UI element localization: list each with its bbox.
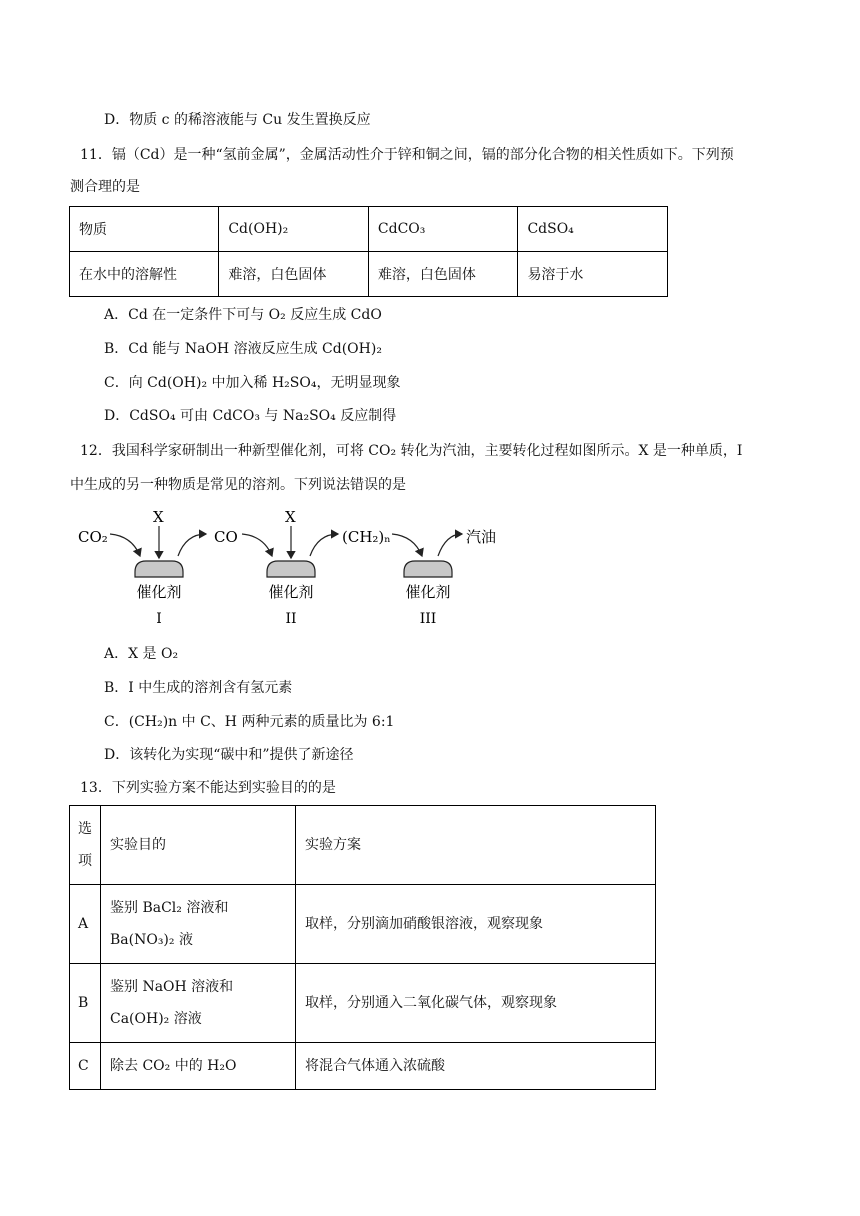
table-cell: 易溶于水: [518, 252, 668, 297]
table-cell: 物质: [70, 207, 219, 252]
q11-table: [69, 206, 668, 297]
q12-reaction-diagram: [74, 504, 514, 628]
q13-table: [69, 805, 656, 1090]
arrow-ch2n-in: [392, 534, 422, 556]
q13-stem: 13．下列实验方案不能达到实验目的的是: [80, 780, 336, 796]
species-co: CO: [214, 528, 238, 546]
q11-option-a: A．Cd 在一定条件下可与 O₂ 反应生成 CdO: [104, 307, 382, 323]
arrow-ch2n-out: [310, 534, 338, 556]
table-cell: 将混合气体通入浓硫酸: [296, 1043, 656, 1090]
catalyst-label-3: 催化剂: [405, 583, 451, 601]
catalyst-dome-2: [267, 561, 315, 577]
q12-option-c: C．(CH₂)n 中 C、H 两种元素的质量比为 6:1: [104, 714, 395, 730]
species-gasoline: 汽油: [466, 528, 497, 546]
table-cell: CdCO₃: [368, 207, 518, 252]
table-cell: 取样，分别滴加硝酸银溶液，观察现象: [296, 885, 656, 964]
stage-label-3: III: [419, 611, 437, 627]
catalyst-dome-3: [404, 561, 452, 577]
q12-option-d: D．该转化为实现“碳中和”提供了新途径: [104, 747, 354, 763]
table-cell: B: [70, 964, 101, 1043]
table-cell: 难溶，白色固体: [219, 252, 369, 297]
q11-option-c: C．向 Cd(OH)₂ 中加入稀 H₂SO₄，无明显现象: [104, 375, 401, 391]
table-row: [70, 885, 656, 964]
q12-stem-line2: 中生成的另一种物质是常见的溶剂。下列说法错误的是: [70, 477, 406, 493]
table-cell: 实验方案: [296, 806, 656, 885]
arrow-co-out: [178, 534, 206, 556]
catalyst-dome-1: [135, 561, 183, 577]
table-cell: 除去 CO₂ 中的 H₂O: [101, 1043, 296, 1090]
catalyst-label-1: 催化剂: [136, 583, 182, 601]
table-cell: A: [70, 885, 101, 964]
stage-label-1: I: [156, 611, 162, 627]
q12-option-a: A．X 是 O₂: [104, 646, 179, 662]
q10-option-d: D．物质 c 的稀溶液能与 Cu 发生置换反应: [104, 112, 371, 128]
q11-option-b: B．Cd 能与 NaOH 溶液反应生成 Cd(OH)₂: [104, 341, 382, 357]
table-cell: CdSO₄: [518, 207, 668, 252]
table-cell: 实验目的: [101, 806, 296, 885]
table-cell: C: [70, 1043, 101, 1090]
q12-option-b: B．I 中生成的溶剂含有氢元素: [104, 680, 293, 696]
catalyst-label-2: 催化剂: [268, 583, 314, 601]
table-cell: 鉴别 BaCl₂ 溶液和 Ba(NO₃)₂ 液: [101, 885, 296, 964]
q11-stem-line2: 测合理的是: [70, 179, 140, 195]
table-cell: 鉴别 NaOH 溶液和 Ca(OH)₂ 溶液: [101, 964, 296, 1043]
arrow-gasoline-out: [438, 534, 462, 556]
q12-stem-line1: 12．我国科学家研制出一种新型催化剂，可将 CO₂ 转化为汽油，主要转化过程如图所示。X 是一种单质，I: [80, 443, 743, 459]
table-row: [70, 1043, 656, 1090]
table-cell: 难溶，白色固体: [368, 252, 518, 297]
species-co2: CO₂: [78, 528, 108, 546]
table-row: [70, 252, 668, 297]
reagent-x-1: X: [153, 508, 164, 526]
species-ch2n: (CH₂)ₙ: [342, 528, 391, 546]
stage-label-2: II: [285, 611, 297, 627]
table-cell: 在水中的溶解性: [70, 252, 219, 297]
table-cell: 取样，分别通入二氧化碳气体，观察现象: [296, 964, 656, 1043]
q11-stem-line1: 11．镉（Cd）是一种“氢前金属”，金属活动性介于锌和铜之间，镉的部分化合物的相关性质如下。下列预: [80, 147, 734, 163]
reagent-x-2: X: [285, 508, 296, 526]
table-row: [70, 806, 656, 885]
table-cell: Cd(OH)₂: [219, 207, 369, 252]
q11-option-d: D．CdSO₄ 可由 CdCO₃ 与 Na₂SO₄ 反应制得: [104, 408, 397, 424]
arrow-co-in: [242, 534, 272, 556]
table-cell: 选项: [70, 806, 101, 885]
table-row: [70, 207, 668, 252]
arrow-co2-in: [110, 534, 140, 556]
table-row: [70, 964, 656, 1043]
